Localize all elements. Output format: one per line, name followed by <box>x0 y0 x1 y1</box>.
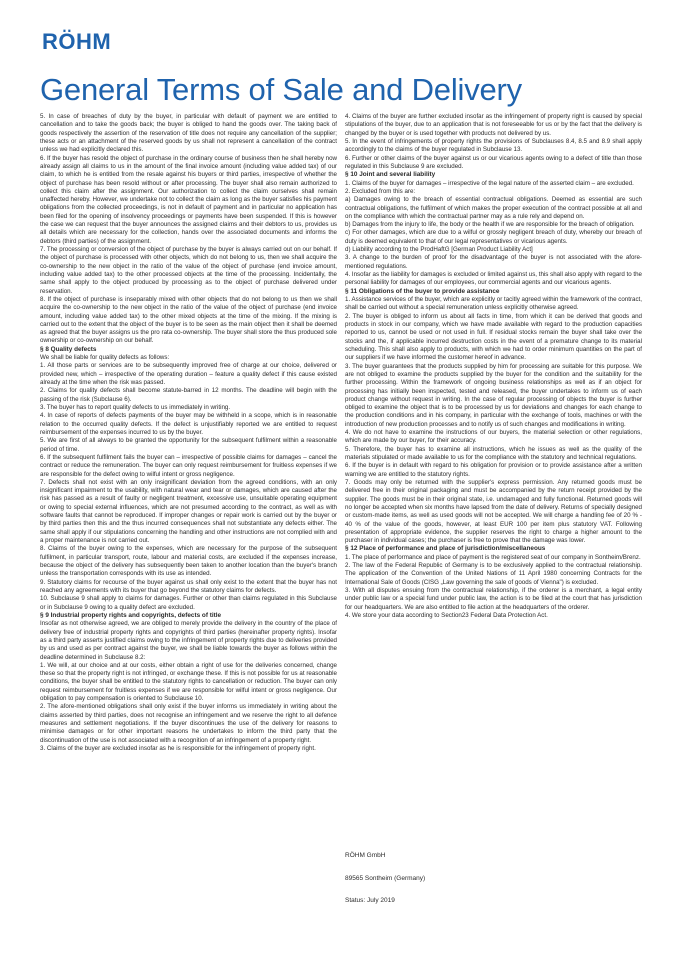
paragraph: 5. In the event of infringements of property rights the provisions of Subclauses 8.4, 8.5 and 8.9 shall apply accordingly to the claims of the buyer regulated in Subclause 13. <box>345 137 642 154</box>
paragraph: 6. If the buyer is in default with regard to his obligation for provision or to provide assistance after a written warning we are entitled to the statutory rights. <box>345 462 642 478</box>
paragraph: 5. In case of breaches of duty by the buyer, in particular with default of payment we are entitled to cancellation and to take the goods back; the buyer is obliged to hand the goods over. The taking back of goods respectively the assertion of the reservation of title does not require any cancellation of the supplier; these acts or an attachment of the reserved goods by us shall not represent a cancellation of the contract unless we had explicitly declared this. <box>40 113 337 154</box>
section-heading: § 9 Industrial property rights and copyrights, defects of title <box>40 611 222 619</box>
paragraph: 2. Excluded from this are: <box>345 187 416 195</box>
paragraph: 3. Claims of the buyer are excluded insofar as he is responsible for the infringement of property right. <box>40 744 316 752</box>
paragraph: 4. In case of reports of defects payments of the buyer may be withheld in a scope, which is in reasonable relation to the occurred quality defects. If the defect is unjustifiably reported we are entitled to request reimbursement of the expenses incurred to us by the buyer. <box>40 412 337 436</box>
paragraph: 3. With all disputes ensuing from the contractual relationship, if the orderer is a merchant, a legal entity under public law or a special fund under public law, the action is to be filed at the court that has jurisdiction for our headquarters. We are also entitled to file action at the headquarters of the orderer. <box>345 587 642 611</box>
paragraph: 2. The afore-mentioned obligations shall only exist if the buyer informs us immediately in writing about the claims asserted by third parties, does not recognise an infringement and we reserve the right to all defence measures and settlement negotiations. If the buyer discontinues the use of the delivery for reasons to minimise damages or for other important reasons he undertakes to inform the third party that the discontinuation of the use is not associated with a recognition of an infringement of a property right. <box>40 703 337 744</box>
paragraph: 4. We store your data according to Section23 Federal Data Protection Act. <box>345 612 548 620</box>
paragraph: 1. We will, at our choice and at our costs, either obtain a right of use for the deliveries concerned, change these so that the property right is not infringed, or exchange these. If this is not possible for us at reasonable conditions, the buyer shall be entitled to the statutory rights to cancellation or reduction. The buyer can only request reimbursement for fruitless expenses if we are responsible for wilful intent or gross negligence. Our obligation to pay compensation is oriented to Subclause 10. <box>40 661 337 703</box>
paragraph: 5. Therefore, the buyer has to examine all instructions, which he issues as well as the quality of the materials stipulated or made available to us for the compliance with the statutory and technical regulations. <box>345 445 642 461</box>
paragraph: 3. A change to the burden of proof for the disadvantage of the buyer is not associated with the afore-mentioned regulations. <box>345 254 642 270</box>
paragraph: 1. All those parts or services are to be subsequently improved free of charge at our choice, delivered or provided new, which – irrespective of the operating duration – feature a quality defect if this cause existed already at the time when the risk was passed. <box>40 362 337 387</box>
left-column <box>40 113 337 898</box>
paragraph: b) Damages from the injury to life, the body or the health if we are responsible for the breach of obligation. <box>345 221 635 229</box>
document-status: Status: July 2019 <box>345 897 395 904</box>
section-heading: § 10 Joint and several liability <box>345 171 436 179</box>
paragraph: 2. The law of the Federal Republic of Germany is to be exclusively applied to the contractual relationship. The application of the Convention of the United Nations of 11 April 1980 concerning Contracts for the International Sale of Goods (CISG „Law governing the sale of goods of Vienna") is excluded. <box>345 562 642 586</box>
paragraph: a) Damages owing to the breach of essential contractual obligations. Deemed as essential are such contractual obligations, the fulfilment of which makes the proper execution of the contract possible at all and on the compliance with which the contractual partner may as a rule rely and depend on. <box>345 196 642 220</box>
paragraph: 7. Defects shall not exist with an only insignificant deviation from the agreed conditions, with an only insignificant impairment to the usability, with natural wear and tear or damages, which are caused after the risk has passed as a result of faulty or negligent treatment, excessive use, unsuitable operating equipment or owing to special external influences, which are not presumed according to the contract, as well as with software faults that cannot be reproduced. If improper changes or repair work is carried out by the buyer or by third parties then this and the thus incurred consequences shall not substantiate any defects either. The same shall apply if our stipulations concerning the handling and other instructions are not complied with and a proper maintenance is not carried out. <box>40 478 337 545</box>
paragraph: c) For other damages, which are due to a wilful or grossly negligent breach of duty, whereby our breach of duty is deemed equivalent to that of our legal representatives or vicarious agents. <box>345 229 642 245</box>
paragraph: 4. Insofar as the liability for damages is excluded or limited against us, this shall also apply with regard to the personal liability for damages of our employees, our commercial agents and our vicarious agents. <box>345 271 642 287</box>
paragraph: 1. The place of performance and place of payment is the registered seat of our company in Sontheim/Brenz. <box>345 553 641 561</box>
paragraph: 4. We do not have to examine the instructions of our buyers, the material selection or other regulations, which are made by our buyer, for their accuracy. <box>345 429 642 445</box>
paragraph: 8. Claims of the buyer owing to the expenses, which are necessary for the purpose of the subsequent fulfilment, in particular transport, route, labour and material costs, are excluded if the expenses increase, because the object of the delivery has subsequently been taken to another location than the buyer's branch unless the transportation corresponds with its use as intended. <box>40 545 337 578</box>
paragraph: 10. Subclause 9 shall apply to claims for damages. Further or other than claims regulated in this Subclause or in Subclause 9 owing to a quality defect are excluded. <box>40 595 337 611</box>
paragraph: 7. The processing or conversion of the object of purchase by the buyer is always carried out on our behalf. If the object of purchase is processed with other objects, which do not belong to us, then we shall acquire the co-ownership to the new object in the ratio of the value of the object of purchase (end invoice amount, including value added tax) to the other processed objects at the time of the processing. Incidentally, the same shall apply to the object produced by processing as to the object of purchase delivered under reservation. <box>40 246 337 295</box>
page-title: General Terms of Sale and Delivery <box>40 72 522 107</box>
right-column <box>345 113 642 838</box>
paragraph: We shall be liable for quality defects as follows: <box>40 354 170 362</box>
paragraph: Insofar as not otherwise agreed, we are obliged to merely provide the delivery in the country of the place of delivery free of industrial property rights and copyrights of third parties (hereinafter property rights). Insofar as a third party asserts justified claims owing to the infringement of property rights due to deliveries provided by us and used as per contract against the buyer, we shall be liable towards the buyer as follows within the deadline determined in Subclause 8.2: <box>40 620 337 661</box>
section-heading: § 12 Place of performance and place of jurisdiction/miscellaneous <box>345 545 546 553</box>
paragraph: 3. The buyer has to report quality defects to us immediately in writing. <box>40 404 231 412</box>
paragraph: 6. Further or other claims of the buyer against us or our vicarious agents owing to a defect of title than those regulated in this Subclause 9 are excluded. <box>345 154 642 170</box>
paragraph: 1. Assistance services of the buyer, which are explicitly or tacitly agreed within the framework of the contract, shall be carried out without a special remuneration unless explicitly otherwise agreed. <box>345 296 642 312</box>
paragraph: 3. The buyer guarantees that the products supplied by him for processing are suitable for this purpose. We are not obliged to examine the products supplied by the buyer for the condition and the suitability for the further processing. Within the framework of ongoing business relationships as well as if an object for processing has initially been inspected, tested and released, the buyer undertakes to inform us of each product change without request in writing. In the case of regular processing of objects the buyer is further obliged to examine the object that is to be processed by us for deviations and changes for each change to the production conditions and in his company, in particular with the exchange of tools, machines or with the introduction of new production processes and to notify us of such changes and modifications in writing. <box>345 362 642 428</box>
paragraph: 1. Claims of the buyer for damages – irrespective of the legal nature of the asserted claim – are excluded. <box>345 179 634 187</box>
paragraph: d) Liability according to the ProdHaftG [German Product Liability Act] <box>345 246 533 254</box>
paragraph: 2. The buyer is obliged to inform us about all facts in time, from which it can be derived that goods and products in stock in our company, which we have made available with regard to the production capacities reported to us, cannot be used or not used in full. If residual stocks remain the buyer shall take over the stocks and the, if applicable incurred destruction costs in the event of a premature change to its material scheduling. This shall also apply to products, with which we had to order minimum quantities on the part of our suppliers if we have informed the customer hereof in advance. <box>345 312 642 362</box>
paragraph: 6. If the subsequent fulfilment fails the buyer can – irrespective of possible claims for damages – cancel the contract or reduce the remuneration. The buyer can only request reimbursement for fruitless expenses if we are responsible for the defect owing to wilful intent or gross negligence. <box>40 453 337 478</box>
paragraph: 2. Claims for quality defects shall become statute-barred in 12 months. The deadline will begin with the passing of the risk (Subclause 6). <box>40 387 337 403</box>
paragraph: 8. If the object of purchase is inseparably mixed with other objects that do not belong to us then we shall acquire the co-ownership to the new object in the ratio of the value of the object of purchase (end invoice amount, including value added tax) to the other mixed objects at the time of the mixing. If the mixing is carried out to the extent that the object of the buyer is to be seen as the main object then it shall be deemed as agreed that the buyer assigns us the pro rata co-ownership. The buyer shall store the thus produced sole ownership or co-ownership on our behalf. <box>40 295 337 345</box>
paragraph: 9. Statutory claims for recourse of the buyer against us shall only exist to the extent that the buyer has not reached any agreements with its buyer that go beyond the statutory claims for defects. <box>40 578 337 594</box>
paragraph: 6. If the buyer has resold the object of purchase in the ordinary course of business then he shall hereby now already assign all claims to us in the amount of the final invoice amount (including value added tax) of our claim, to which he is entitled from the resale against his buyers or third parties, irrespective of whether the object of purchase has been resold without or after processing. The buyer shall also remain authorized to collect this claim after the assignment. Our authorization to collect the claim ourselves shall remain unaffected hereby. However, we undertake not to collect the claim as long as the buyer satisfies his payment obligations from the collected proceedings, is not in default of payment and in particular no application has been filed for the opening of insolvency proceedings or payments have been suspended. If this is however the case we can request that the buyer announces the assigned claims and their debtors to us, provides us all details which are necessary for the collection, hands over the associated documents and informs the debtors (third parties) of the assignment. <box>40 154 337 245</box>
paragraph: 7. Goods may only be returned with the supplier's express permission. Any returned goods must be delivered free in their original packaging and must be accompanied by the return receipt provided by the supplier. The goods must be in their original state, i.e. undamaged and fully functional. Returned goods will no longer be accepted when six months have lapsed from the date of delivery. Returns of specially designed or custom-made items, as well as used goods will not be accepted. We will charge a handling fee of 20 % - 40 % of the value of the goods, however, at least EUR 100 per item plus statutory VAT. Following presentation of appropriate evidence, the supplier reserves the right to charge a higher amount to the purchaser in individual cases; the purchaser is free to prove that the damage was lower. <box>345 478 642 545</box>
paragraph: 5. We are first of all always to be granted the opportunity for the subsequent fulfilment within a reasonable period of time. <box>40 437 337 453</box>
section-heading: § 11 Obligations of the buyer to provide assistance <box>345 287 500 295</box>
company-address: 89565 Sontheim (Germany) <box>345 874 426 882</box>
company-footer <box>345 852 642 906</box>
company-name: RÖHM GmbH <box>345 852 386 859</box>
section-heading: § 8 Quality defects <box>40 345 97 353</box>
rohm-logo: RÖHM <box>42 29 112 54</box>
paragraph: 4. Claims of the buyer are further excluded insofar as the infringement of property right is caused by special stipulations of the buyer, due to an application that is not foreseeable for us or by the fact that the delivery is changed by the buyer or is used together with products not delivered by us. <box>345 113 642 137</box>
